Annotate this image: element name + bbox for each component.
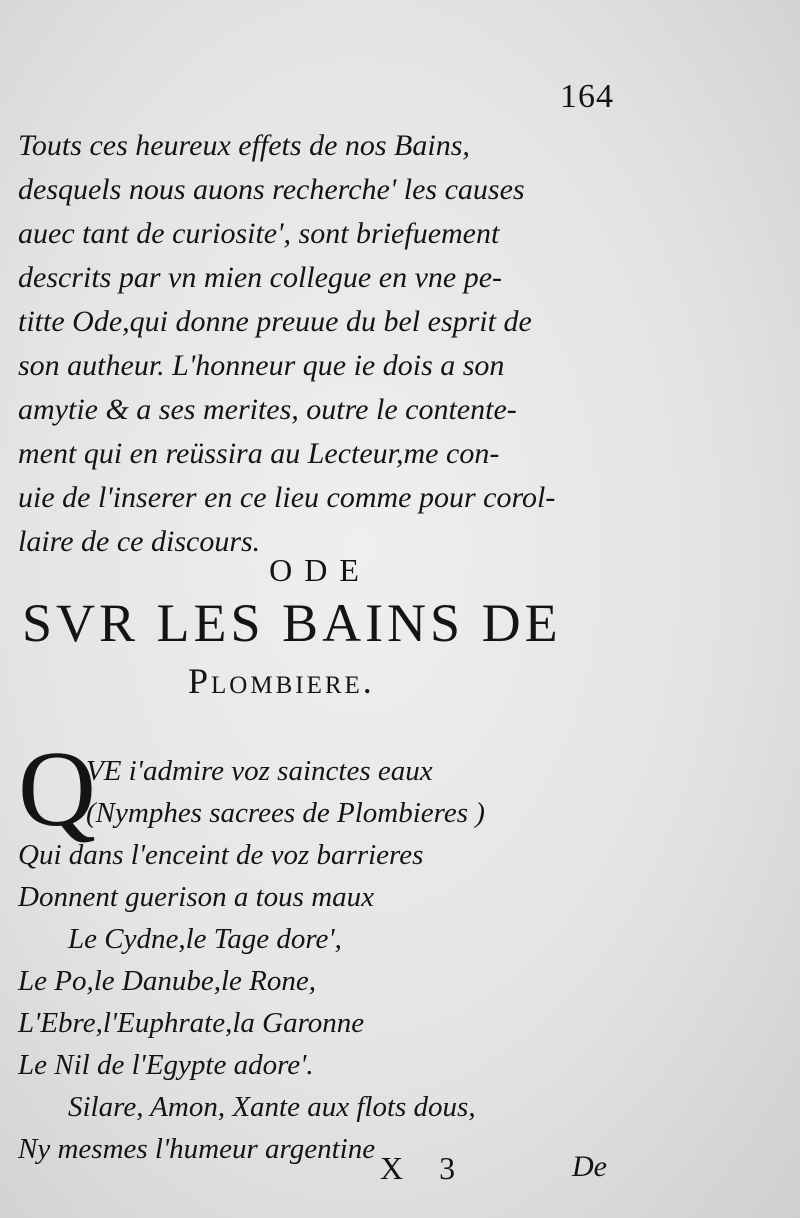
prose-line: Touts ces heureux effets de nos Bains,	[18, 129, 470, 162]
verse-line: Le Cydne,le Tage dore',	[68, 923, 342, 955]
drop-cap: Q	[18, 730, 96, 849]
ode-heading: ODE	[269, 552, 371, 588]
verse-line: VE i'admire voz sainctes eaux	[86, 755, 433, 787]
prose-line: descrits par vn mien collegue en vne pe-	[18, 261, 502, 294]
prose-line: son autheur. L'honneur que ie dois a son	[18, 349, 505, 382]
verse-line: Ny mesmes l'humeur argentine	[18, 1133, 376, 1165]
page-number: 164	[560, 78, 614, 115]
prose-line: laire de ce discours.	[18, 525, 261, 558]
verse-line: L'Ebre,l'Euphrate,la Garonne	[18, 1007, 365, 1039]
verse-line: Le Nil de l'Egypte adore'.	[18, 1049, 314, 1081]
catchword: De	[572, 1150, 607, 1183]
prose-line: amytie & a ses merites, outre le contente-	[18, 393, 517, 426]
verse-line: Silare, Amon, Xante aux flots dous,	[68, 1091, 476, 1123]
verse-line: Qui dans l'enceint de voz barrieres	[18, 839, 424, 871]
prose-line: desquels nous auons recherche' les causes	[18, 173, 525, 206]
verse-line: Le Po,le Danube,le Rone,	[18, 965, 316, 997]
poem-verse	[18, 750, 628, 1170]
verse-line: Donnent guerison a tous maux	[18, 881, 375, 913]
prose-line: titte Ode,qui donne preuue du bel esprit de	[18, 305, 532, 338]
poem-subtitle: Plombiere.	[188, 661, 375, 701]
prose-line: uie de l'inserer en ce lieu comme pour corol-	[18, 481, 556, 514]
verse-line: (Nymphes sacrees de Plombieres )	[86, 797, 485, 829]
prose-line: ment qui en reüssira au Lecteur,me con-	[18, 437, 500, 470]
signature-mark: X 3	[380, 1150, 470, 1186]
prose-paragraph	[18, 124, 633, 564]
poem-title: SVR LES BAINS DE	[22, 593, 562, 653]
prose-line: auec tant de curiosite', sont briefuement	[18, 217, 500, 250]
